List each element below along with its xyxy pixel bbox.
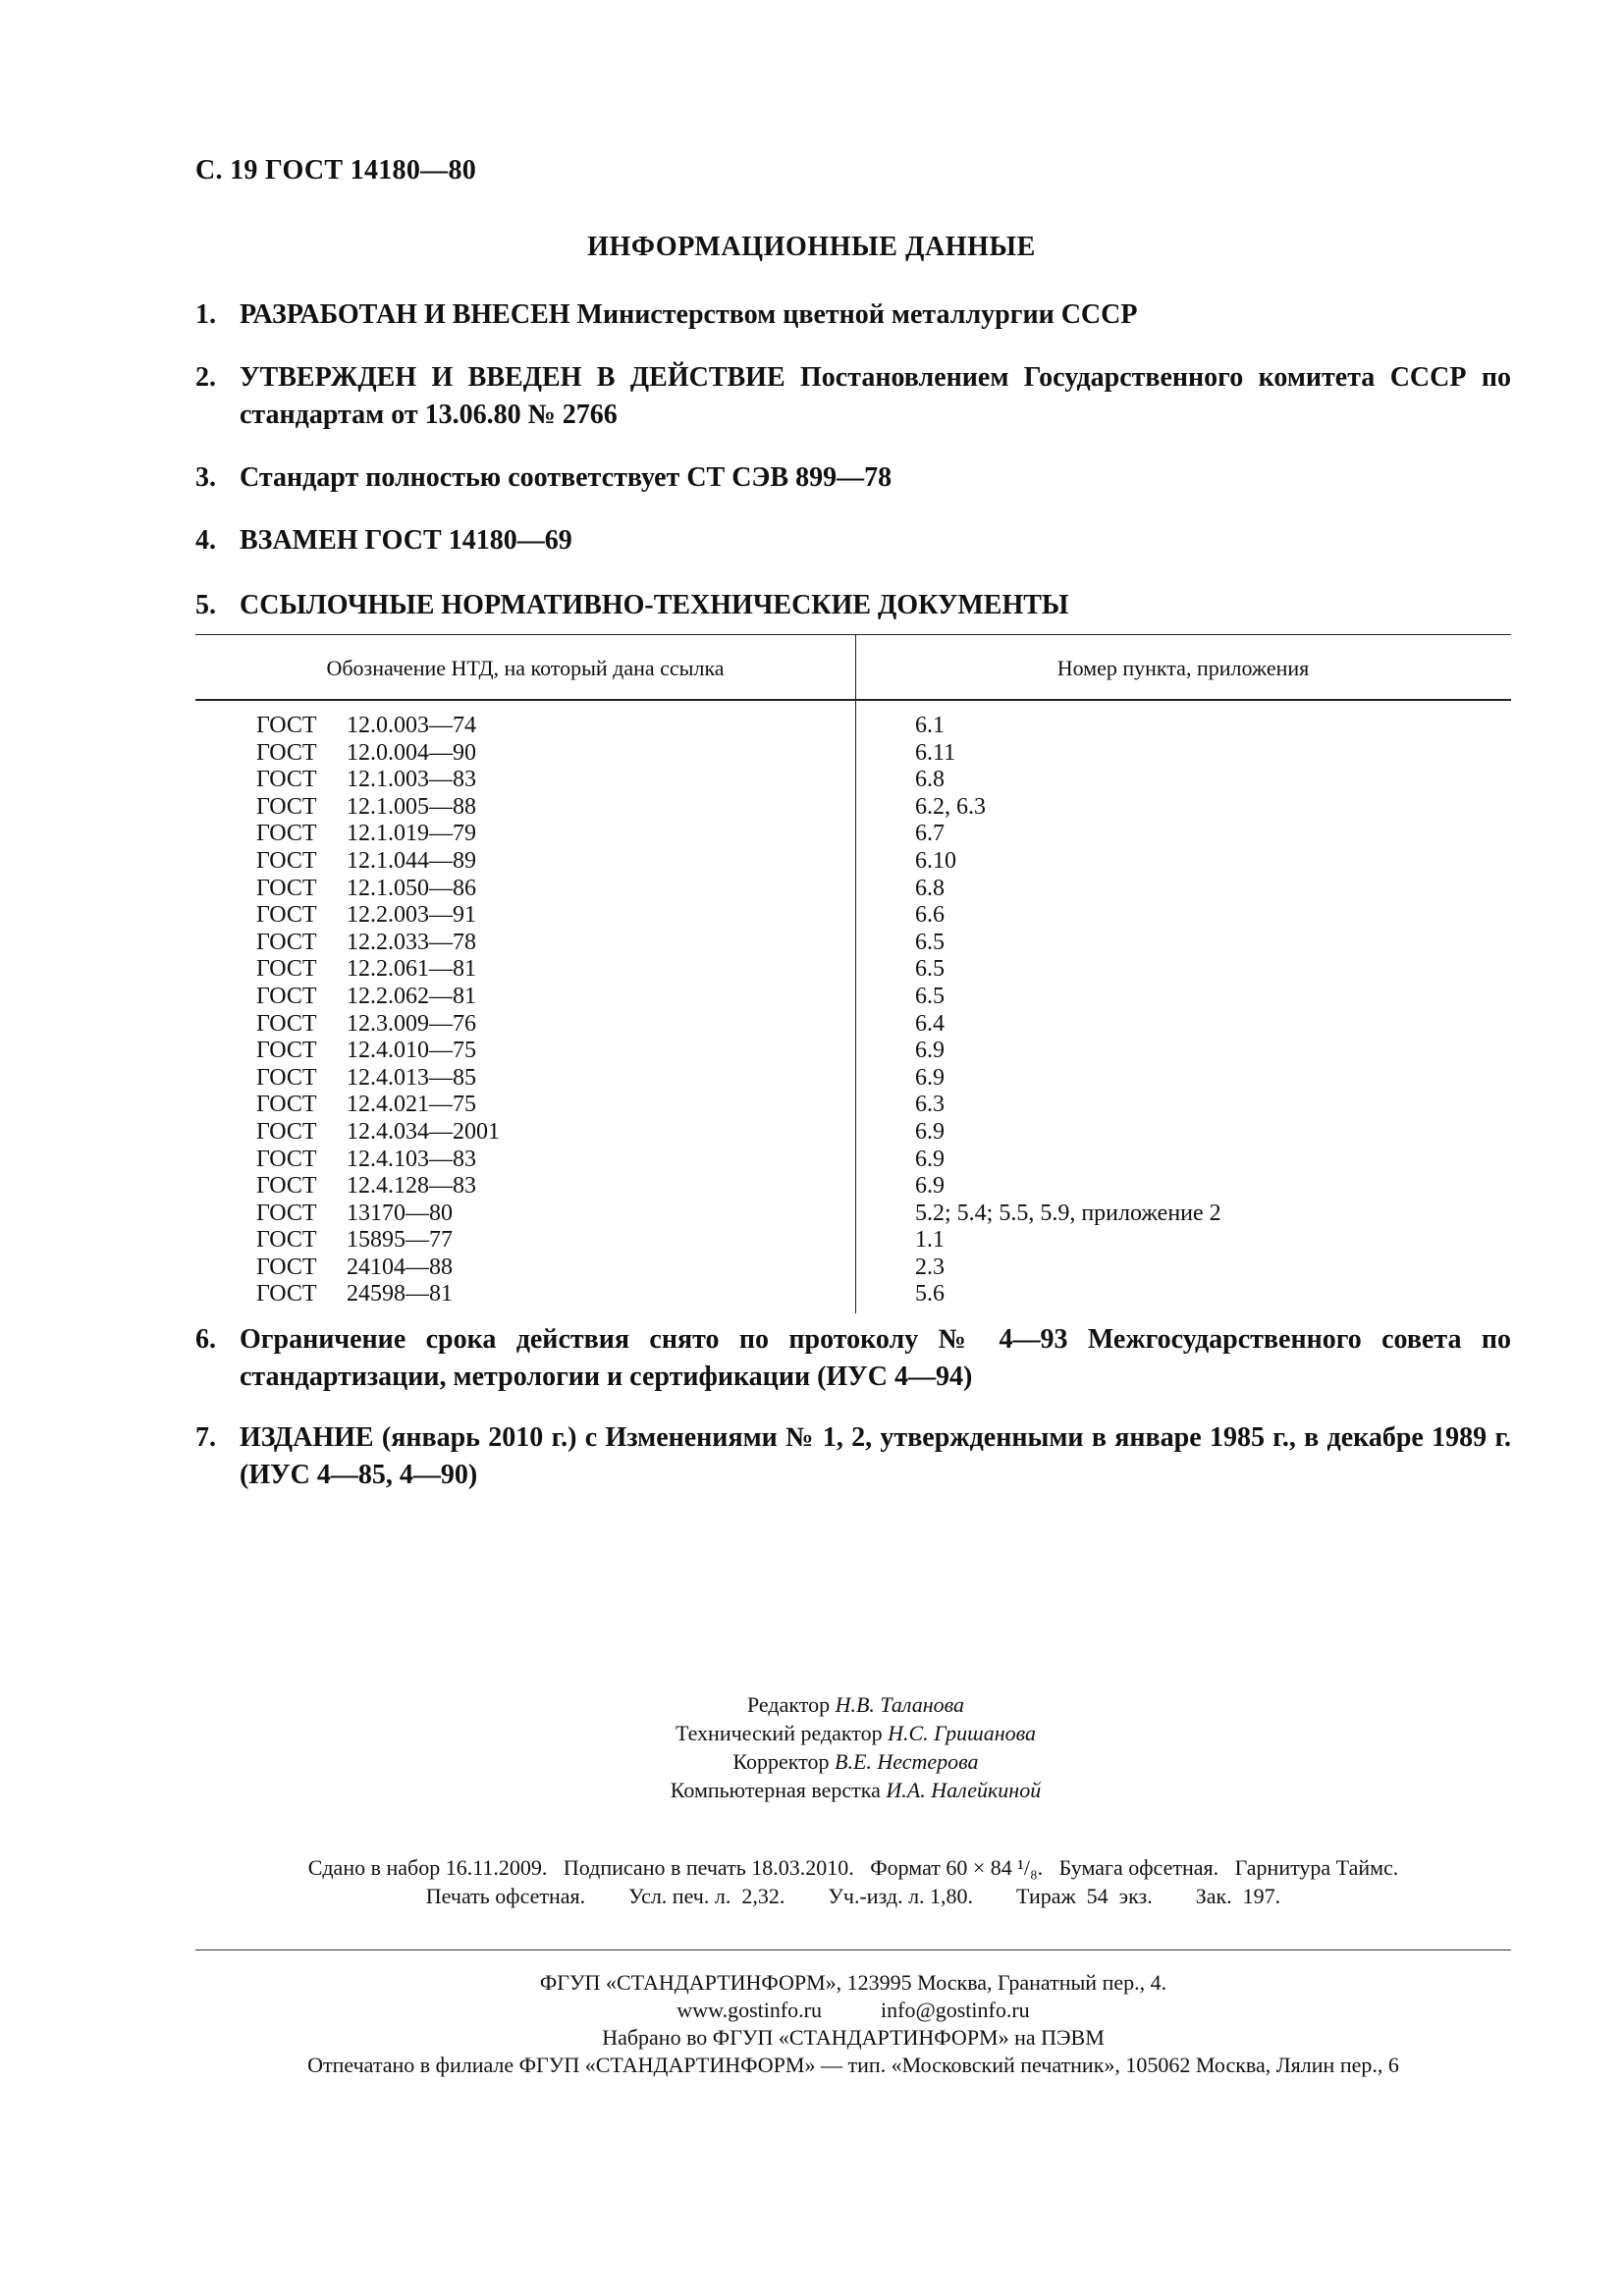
doc-number: 12.1.005—88 — [347, 793, 476, 820]
doc-number: 12.0.004—90 — [347, 739, 476, 766]
cell-clause: 6.4 — [915, 1010, 945, 1037]
doc-number: 12.4.021—75 — [347, 1092, 476, 1118]
imprint-divider — [195, 1949, 1511, 1950]
credit-name: В.Е. Нестерова — [835, 1749, 979, 1774]
cell-designation — [256, 1065, 476, 1093]
doc-prefix: ГОСТ — [256, 1227, 317, 1254]
credit-role: Редактор — [746, 1692, 831, 1717]
doc-prefix: ГОСТ — [256, 793, 317, 820]
cell-designation — [256, 1173, 476, 1201]
doc-prefix: ГОСТ — [256, 1064, 317, 1091]
doc-prefix: ГОСТ — [256, 875, 317, 901]
doc-number: 12.2.062—81 — [347, 983, 476, 1009]
cell-clause: 6.8 — [915, 875, 945, 901]
table-row — [195, 848, 1511, 876]
info-item-4 — [195, 522, 1511, 560]
print-details-line-2: Печать офсетная. Усл. печ. л. 2,32. Уч.-изд. л. 1,80. Тираж 54 экз. Зак. 197. — [425, 1884, 1281, 1908]
cell-clause: 6.11 — [915, 739, 956, 766]
cell-designation — [256, 1038, 476, 1065]
item-number: 2. — [195, 362, 216, 393]
doc-number: 12.0.003—74 — [347, 713, 476, 738]
doc-prefix: ГОСТ — [256, 1010, 317, 1037]
credit-role: Компьютерная верстка — [670, 1778, 881, 1802]
info-item-2 — [195, 359, 1511, 434]
item-text: ИЗДАНИЕ (январь 2010 г.) с Изменениями № 1, 2, утвержденными в январе 1985 г., в декабре 1989 г. (ИУС 4—85, 4—90) — [240, 1422, 1511, 1490]
doc-number: 12.4.034—2001 — [347, 1118, 500, 1145]
cell-clause: 6.1 — [915, 713, 945, 738]
cell-clause: 6.9 — [915, 1038, 945, 1064]
cell-clause: 6.2, 6.3 — [915, 793, 986, 820]
doc-number: 24598—81 — [347, 1281, 453, 1308]
cell-clause: 6.10 — [915, 847, 956, 874]
info-item-6 — [195, 1321, 1511, 1396]
cell-clause: 6.7 — [915, 821, 945, 847]
cell-designation — [256, 767, 476, 794]
section-title: ИНФОРМАЦИОННЫЕ ДАННЫЕ — [587, 232, 1036, 262]
table-header-designation: Обозначение НТД, на который дана ссылка — [326, 656, 725, 680]
table-row — [195, 1011, 1511, 1039]
info-item-7 — [195, 1419, 1511, 1494]
doc-number: 12.1.050—86 — [347, 875, 476, 901]
table-header-rule — [195, 699, 1511, 701]
doc-prefix: ГОСТ — [256, 1281, 317, 1308]
cell-designation — [256, 956, 476, 984]
doc-prefix: ГОСТ — [256, 739, 317, 766]
cell-designation — [256, 1011, 476, 1039]
cell-clause: 6.9 — [915, 1146, 945, 1172]
cell-clause: 2.3 — [915, 1254, 945, 1280]
doc-prefix: ГОСТ — [256, 1254, 317, 1280]
table-row — [195, 956, 1511, 984]
doc-number: 12.1.003—83 — [347, 767, 476, 793]
doc-prefix: ГОСТ — [256, 1118, 317, 1145]
doc-number: 15895—77 — [347, 1227, 453, 1254]
doc-prefix: ГОСТ — [256, 767, 317, 793]
credit-tech-editor — [0, 1719, 1623, 1747]
printed-note: Отпечатано в филиале ФГУП «СТАНДАРТИНФОРМ» — тип. «Московский печатник», 105062 Москва, Лялин пер., 6 — [307, 2053, 1399, 2077]
doc-prefix: ГОСТ — [256, 1200, 317, 1226]
cell-designation — [256, 876, 476, 903]
cell-clause: 6.8 — [915, 767, 945, 793]
table-row — [195, 930, 1511, 957]
item-number: 7. — [195, 1422, 216, 1453]
doc-prefix: ГОСТ — [256, 1092, 317, 1118]
publisher-imprint — [195, 1969, 1511, 2079]
cell-designation — [256, 713, 476, 740]
credits-block — [0, 1690, 1623, 1804]
item-text: Ограничение срока действия снято по протоколу № 4—93 Межгосударственного совета по стандартизации, метрологии и сертификации (ИУС 4—94) — [240, 1324, 1511, 1392]
item-number: 6. — [195, 1324, 216, 1355]
cell-clause: 6.5 — [915, 929, 945, 955]
table-body — [195, 713, 1511, 1308]
doc-number: 12.4.103—83 — [347, 1146, 476, 1172]
info-item-3 — [195, 459, 1511, 497]
doc-prefix: ГОСТ — [256, 956, 317, 983]
cell-clause: 6.5 — [915, 983, 945, 1009]
credit-proofreader — [0, 1747, 1623, 1776]
doc-prefix: ГОСТ — [256, 929, 317, 955]
cell-clause: 5.2; 5.4; 5.5, 5.9, приложение 2 — [915, 1200, 1221, 1226]
doc-number: 12.3.009—76 — [347, 1010, 476, 1037]
item-text: ВЗАМЕН ГОСТ 14180—69 — [240, 525, 572, 556]
cell-clause: 6.9 — [915, 1118, 945, 1145]
item-text: ССЫЛОЧНЫЕ НОРМАТИВНО-ТЕХНИЧЕСКИЕ ДОКУМЕНТЫ — [240, 590, 1069, 620]
table-row — [195, 1038, 1511, 1065]
doc-number: 12.4.013—85 — [347, 1064, 476, 1091]
cell-designation — [256, 1281, 453, 1308]
cell-designation — [256, 1147, 476, 1174]
doc-number: 13170—80 — [347, 1200, 453, 1226]
item-number: 4. — [195, 525, 216, 556]
table-row — [195, 1147, 1511, 1174]
cell-clause: 5.6 — [915, 1281, 945, 1308]
doc-number: 12.4.128—83 — [347, 1173, 476, 1200]
cell-designation — [256, 930, 476, 957]
doc-number: 12.2.003—91 — [347, 902, 476, 929]
table-row — [195, 1255, 1511, 1282]
cell-designation — [256, 1092, 476, 1119]
cell-clause: 1.1 — [915, 1227, 945, 1254]
cell-designation — [256, 848, 476, 876]
info-item-5 — [195, 587, 1511, 624]
cell-clause: 6.9 — [915, 1064, 945, 1091]
reference-table — [195, 634, 1511, 1313]
cell-designation — [256, 1227, 453, 1255]
table-row — [195, 740, 1511, 768]
table-row — [195, 767, 1511, 794]
doc-prefix: ГОСТ — [256, 1173, 317, 1200]
doc-prefix: ГОСТ — [256, 983, 317, 1009]
credit-name: И.А. Налейкиной — [886, 1778, 1042, 1802]
print-details-line-1: Сдано в набор 16.11.2009. Подписано в печать 18.03.2010. Формат 60 × 84 ¹/₈. Бумага офсетная. Гарнитура Таймс. — [307, 1855, 1399, 1880]
cell-designation — [256, 794, 476, 822]
table-row — [195, 821, 1511, 848]
doc-prefix: ГОСТ — [256, 713, 317, 738]
table-row — [195, 902, 1511, 930]
table-row — [195, 1201, 1511, 1228]
doc-prefix: ГОСТ — [256, 902, 317, 929]
print-details — [195, 1853, 1511, 1910]
cell-designation — [256, 1255, 453, 1282]
doc-number: 12.1.019—79 — [347, 821, 476, 847]
cell-designation — [256, 1201, 453, 1228]
table-row — [195, 876, 1511, 903]
doc-prefix: ГОСТ — [256, 1146, 317, 1172]
item-number: 3. — [195, 462, 216, 493]
table-row — [195, 984, 1511, 1011]
cell-designation — [256, 1119, 500, 1147]
table-row — [195, 794, 1511, 822]
publisher-contacts — [195, 1997, 1511, 2024]
doc-number: 12.1.044—89 — [347, 847, 476, 874]
table-row — [195, 1281, 1511, 1308]
publisher-email: info@gostinfo.ru — [881, 1998, 1030, 2022]
table-row — [195, 1227, 1511, 1255]
doc-number: 12.2.061—81 — [347, 956, 476, 983]
cell-designation — [256, 740, 476, 768]
credit-role: Технический редактор — [675, 1721, 883, 1745]
cell-clause: 6.3 — [915, 1092, 945, 1118]
credit-name: Н.С. Гришанова — [888, 1721, 1037, 1745]
info-item-1 — [195, 296, 1511, 334]
doc-number: 12.4.010—75 — [347, 1038, 476, 1064]
table-header-clause: Номер пункта, приложения — [1056, 656, 1310, 680]
credit-editor — [0, 1690, 1623, 1719]
table-top-rule — [195, 634, 1511, 635]
item-text: Стандарт полностью соответствует СТ СЭВ 899—78 — [240, 462, 893, 493]
publisher-website: www.gostinfo.ru — [676, 1998, 823, 2022]
item-number: 5. — [195, 590, 216, 620]
publisher-address: ФГУП «СТАНДАРТИНФОРМ», 123995 Москва, Гранатный пер., 4. — [539, 1970, 1167, 1995]
table-row — [195, 1173, 1511, 1201]
credit-name: Н.В. Таланова — [835, 1692, 965, 1717]
doc-number: 24104—88 — [347, 1254, 453, 1280]
item-number: 1. — [195, 299, 216, 330]
doc-prefix: ГОСТ — [256, 821, 317, 847]
credit-layout — [0, 1776, 1623, 1804]
doc-prefix: ГОСТ — [256, 1038, 317, 1064]
table-row — [195, 1092, 1511, 1119]
credit-role: Корректор — [732, 1749, 830, 1774]
doc-prefix: ГОСТ — [256, 847, 317, 874]
doc-number: 12.2.033—78 — [347, 929, 476, 955]
cell-clause: 6.9 — [915, 1173, 945, 1200]
table-row — [195, 713, 1511, 740]
typeset-note: Набрано во ФГУП «СТАНДАРТИНФОРМ» на ПЭВМ — [602, 2025, 1105, 2050]
cell-designation — [256, 984, 476, 1011]
table-row — [195, 1065, 1511, 1093]
item-text: УТВЕРЖДЕН И ВВЕДЕН В ДЕЙСТВИЕ Постановлением Государственного комитета СССР по стандартам от 13.06.80 № 2766 — [240, 362, 1511, 430]
cell-clause: 6.5 — [915, 956, 945, 983]
cell-clause: 6.6 — [915, 902, 945, 929]
item-text: РАЗРАБОТАН И ВНЕСЕН Министерством цветной металлургии СССР — [240, 299, 1138, 330]
cell-designation — [256, 902, 476, 930]
cell-designation — [256, 821, 476, 848]
table-row — [195, 1119, 1511, 1147]
page-header: С. 19 ГОСТ 14180—80 — [195, 155, 477, 186]
